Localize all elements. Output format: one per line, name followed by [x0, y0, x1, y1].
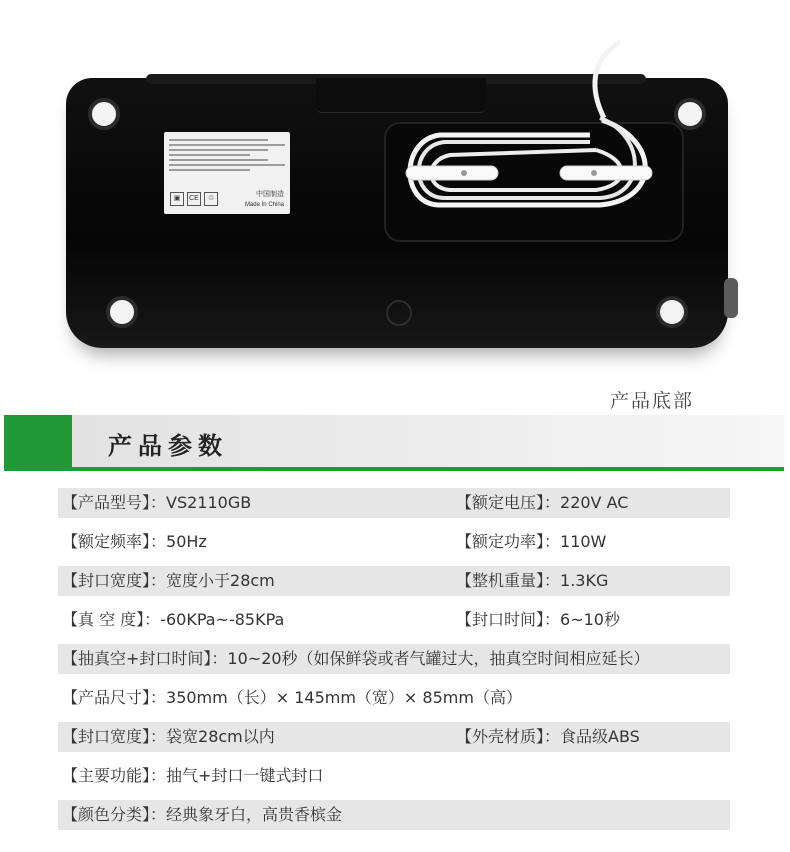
hook-screw-right-icon: [591, 170, 597, 176]
recycle-mark-icon: ♲: [204, 192, 218, 206]
photo-caption: 产品底部: [609, 390, 694, 412]
spec-row: [58, 488, 730, 518]
made-in-china-en: Made In China: [244, 202, 284, 208]
spec-value: 抽气+封口一键式封口: [166, 766, 324, 785]
spec-label: 【主要功能】：: [62, 766, 167, 785]
spec-label: 【整机重量】：: [456, 571, 561, 590]
spec-label: 【颜色分类】：: [62, 805, 167, 824]
spec-item: [62, 566, 275, 596]
made-in-china-cn: 中国制造: [256, 190, 284, 198]
spec-row: [58, 566, 730, 596]
spec-item: [62, 683, 522, 713]
spec-value: 50Hz: [166, 532, 207, 551]
cord-hook-left: [406, 166, 498, 180]
spec-row: [58, 644, 730, 674]
spec-item: [456, 488, 628, 518]
spec-label: 【产品尺寸】：: [62, 688, 167, 707]
spec-value: -60KPa~-85KPa: [160, 610, 285, 629]
power-cord-icon: [0, 0, 790, 415]
spec-value: VS2110GB: [166, 493, 252, 512]
spec-label: 【真 空 度】：: [62, 610, 161, 629]
spec-label: 【封口宽度】：: [62, 727, 167, 746]
header-green-accent: [4, 415, 72, 471]
spec-item: [456, 527, 606, 557]
spec-label: 【额定频率】：: [62, 532, 167, 551]
spec-value: 10~20秒（如保鲜袋或者气罐过大，抽真空时间相应延长）: [227, 649, 650, 668]
spec-value: 350mm（长）× 145mm（宽）× 85mm（高）: [166, 688, 522, 707]
spec-item: [62, 527, 207, 557]
spec-row: [58, 761, 730, 791]
product-photo: [0, 0, 790, 415]
section-title: 产品参数: [108, 432, 228, 460]
spec-value: 6~10秒: [560, 610, 620, 629]
spec-item: [62, 488, 251, 518]
spec-value: 袋宽28cm以内: [166, 727, 275, 746]
hook-screw-left-icon: [461, 170, 467, 176]
spec-value: 食品级ABS: [560, 727, 640, 746]
spec-label: 【额定电压】：: [456, 493, 561, 512]
spec-value: 经典象牙白，高贵香槟金: [166, 805, 343, 824]
spec-row: [58, 722, 730, 752]
spec-row: [58, 527, 730, 557]
spec-item: [62, 605, 284, 635]
spec-value: 宽度小于28cm: [166, 571, 275, 590]
spec-label: 【封口宽度】：: [62, 571, 167, 590]
spec-item: [62, 761, 323, 791]
spec-item: [62, 644, 650, 674]
header-green-underline: [4, 467, 784, 471]
spec-label: 【产品型号】：: [62, 493, 167, 512]
spec-item: [456, 722, 640, 752]
section-header: [4, 415, 784, 471]
qs-mark-icon: ▣: [170, 192, 184, 206]
ce-mark-icon: CE: [187, 192, 201, 206]
spec-label: 【抽真空+封口时间】：: [62, 649, 228, 668]
spec-value: 1.3KG: [560, 571, 609, 590]
spec-value: 220V AC: [560, 493, 629, 512]
spec-label: 【额定功率】：: [456, 532, 561, 551]
spec-row: [58, 800, 730, 830]
spec-label: 【外壳材质】：: [456, 727, 561, 746]
spec-item: [62, 722, 275, 752]
spec-value: 110W: [560, 532, 607, 551]
spec-row: [58, 605, 730, 635]
spec-label: 【封口时间】：: [456, 610, 561, 629]
spec-item: [456, 605, 620, 635]
spec-row: [58, 683, 730, 713]
cord-hook-right: [560, 166, 652, 180]
spec-item: [62, 800, 342, 830]
spec-item: [456, 566, 608, 596]
